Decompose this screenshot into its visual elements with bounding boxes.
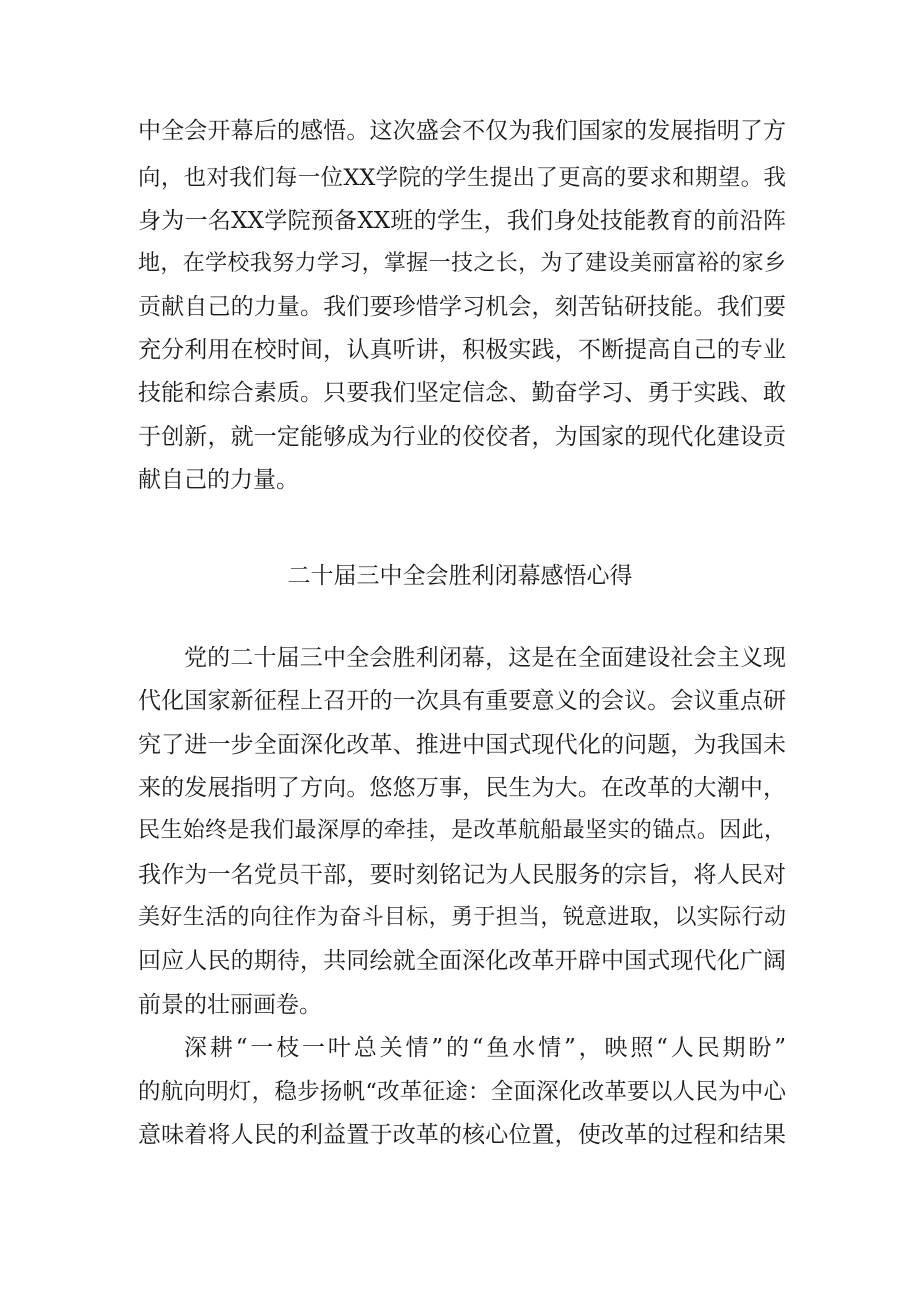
paragraph-line: 中全会开幕后的感悟。这次盛会不仅为我们国家的发展指明了方 xyxy=(138,118,786,144)
paragraph-line: 前景的壮丽画卷。 xyxy=(138,992,322,1018)
paragraph-line: 代化国家新征程上召开的一次具有重要意义的会议。会议重点研 xyxy=(138,688,786,714)
section-title: 二十届三中全会胜利闭幕感悟心得 xyxy=(287,563,633,589)
paragraph-line: 的航向明灯，稳步扬帆“改革征途：全面深化改革要以人民为中心 xyxy=(138,1079,786,1105)
paragraph-line: 地，在学校我努力学习，掌握一技之长，为了建设美丽富裕的家乡 xyxy=(138,251,786,276)
paragraph-line: 充分利用在校时间，认真听讲，积极实践，不断提高自己的专业 xyxy=(138,337,786,363)
paragraph-line: 向，也对我们每一位XX学院的学生提出了更高的要求和期望。我 xyxy=(138,165,786,191)
paragraph-line: 究了进一步全面深化改革、推进中国式现代化的问题，为我国未 xyxy=(138,732,786,758)
paragraph-line: 美好生活的向往作为奋斗目标，勇于担当，锐意进取，以实际行动 xyxy=(138,905,786,930)
paragraph-line: 我作为一名党员干部，要时刻铭记为人民服务的宗旨，将人民对 xyxy=(138,862,786,888)
paragraph-line: 身为一名XX学院预备XX班的学生，我们身处技能教育的前沿阵 xyxy=(138,208,786,234)
paragraph-line: 贡献自己的力量。我们要珍惜学习机会，刻苦钻研技能。我们要 xyxy=(138,294,786,320)
paragraph-line: 民生始终是我们最深厚的牵挂，是改革航船最坚实的锚点。因此， xyxy=(138,818,786,843)
paragraph-line: 于创新，就一定能够成为行业的佼佼者，为国家的现代化建设贡 xyxy=(138,424,786,450)
paragraph-line: 技能和综合素质。只要我们坚定信念、勤奋学习、勇于实践、敢 xyxy=(138,380,786,406)
paragraph-line: 意味着将人民的利益置于改革的核心位置，使改革的过程和结果 xyxy=(138,1122,786,1148)
paragraph-line: 深耕“一枝一叶总关情”的“鱼水情”，映照“人民期盼” xyxy=(184,1035,786,1061)
paragraph-line: 献自己的力量。 xyxy=(138,467,299,493)
paragraph-line: 回应人民的期待，共同绘就全面深化改革开辟中国式现代化广阔 xyxy=(138,948,786,974)
paragraph-line: 来的发展指明了方向。悠悠万事，民生为大。在改革的大潮中， xyxy=(138,775,786,801)
paragraph-line: 党的二十届三中全会胜利闭幕，这是在全面建设社会主义现 xyxy=(184,645,786,671)
